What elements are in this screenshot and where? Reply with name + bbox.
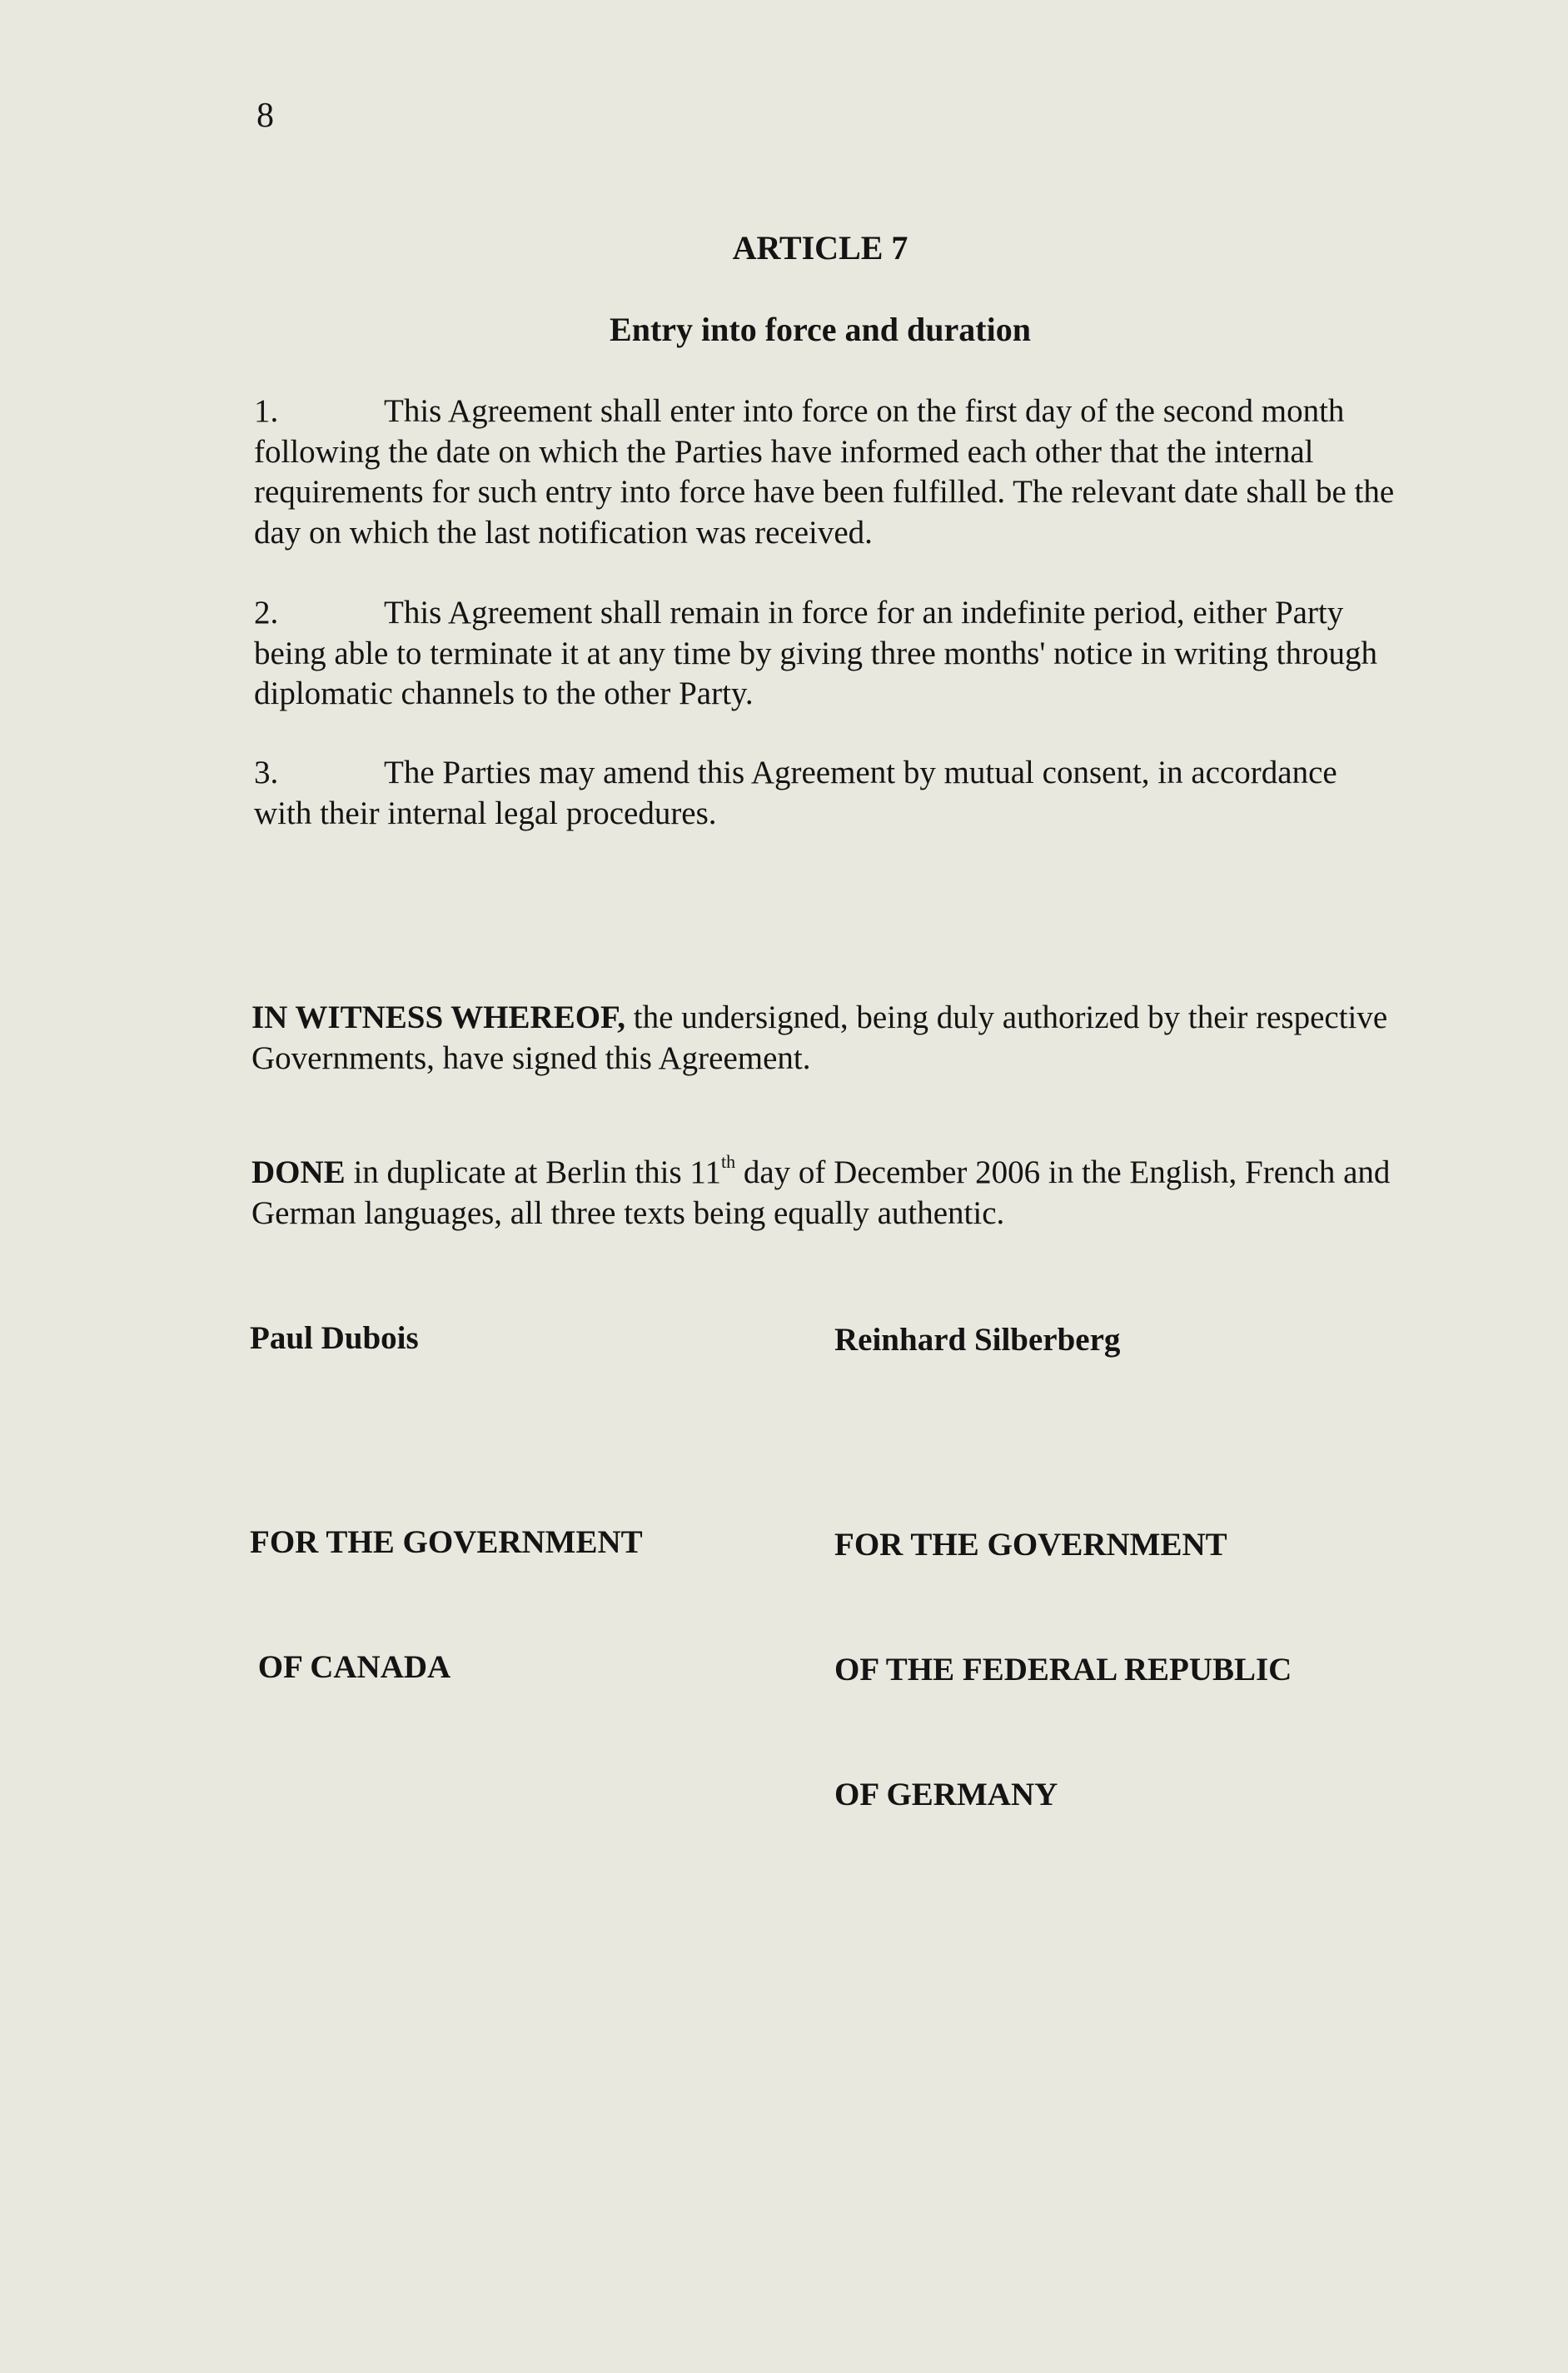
done-text-after: day of December 2006 in the English, French and German languages, all three texts being equally authentic. — [251, 1154, 1391, 1231]
paragraph-text: This Agreement shall enter into force on the first day of the second month following the date on which the Parties have informed each other that the internal requirements for such entry into force have been fulfilled. The relevant date shall be the day on which the last notification was received. — [254, 393, 1395, 551]
signatory-name-germany: Reinhard Silberberg — [834, 1322, 1121, 1358]
government-block-canada — [250, 1438, 643, 1730]
witness-lead: IN WITNESS WHEREOF, — [251, 1000, 626, 1035]
paragraph-number: 3. — [254, 755, 279, 790]
article-subheading: Entry into force and duration — [610, 311, 1031, 348]
paragraph-text: The Parties may amend this Agreement by mutual consent, in accordance with their internal legal procedures. — [254, 755, 1337, 831]
paragraph-text: This Agreement shall remain in force for an indefinite period, either Party being able to terminate it at any time by giving three months' notice in writing through diplomatic channels to the other Party. — [254, 595, 1377, 711]
government-line: OF THE FEDERAL REPUBLIC — [834, 1652, 1292, 1688]
witness-text: the undersigned, being duly authorized by their respective Governments, have signed this Agreement. — [251, 1000, 1388, 1076]
paragraph-2 — [254, 593, 1395, 715]
done-clause — [251, 1153, 1417, 1234]
government-line: FOR THE GOVERNMENT — [834, 1527, 1227, 1563]
paragraph-number: 1. — [254, 393, 279, 429]
witness-clause — [251, 998, 1417, 1079]
page-number: 8 — [256, 97, 274, 135]
done-superscript: th — [721, 1151, 736, 1172]
government-block-germany — [834, 1441, 1292, 1857]
paragraph-1 — [254, 391, 1395, 553]
government-line: FOR THE GOVERNMENT — [250, 1524, 643, 1560]
done-lead: DONE — [251, 1154, 346, 1190]
signatory-name-canada: Paul Dubois — [250, 1320, 419, 1356]
paragraph-3 — [254, 753, 1395, 834]
done-text-before: in duplicate at Berlin this 11 — [345, 1154, 721, 1190]
paragraph-number: 2. — [254, 595, 279, 631]
government-line: OF CANADA — [250, 1649, 451, 1685]
government-line: OF GERMANY — [834, 1777, 1058, 1812]
article-heading: ARTICLE 7 — [732, 229, 908, 267]
